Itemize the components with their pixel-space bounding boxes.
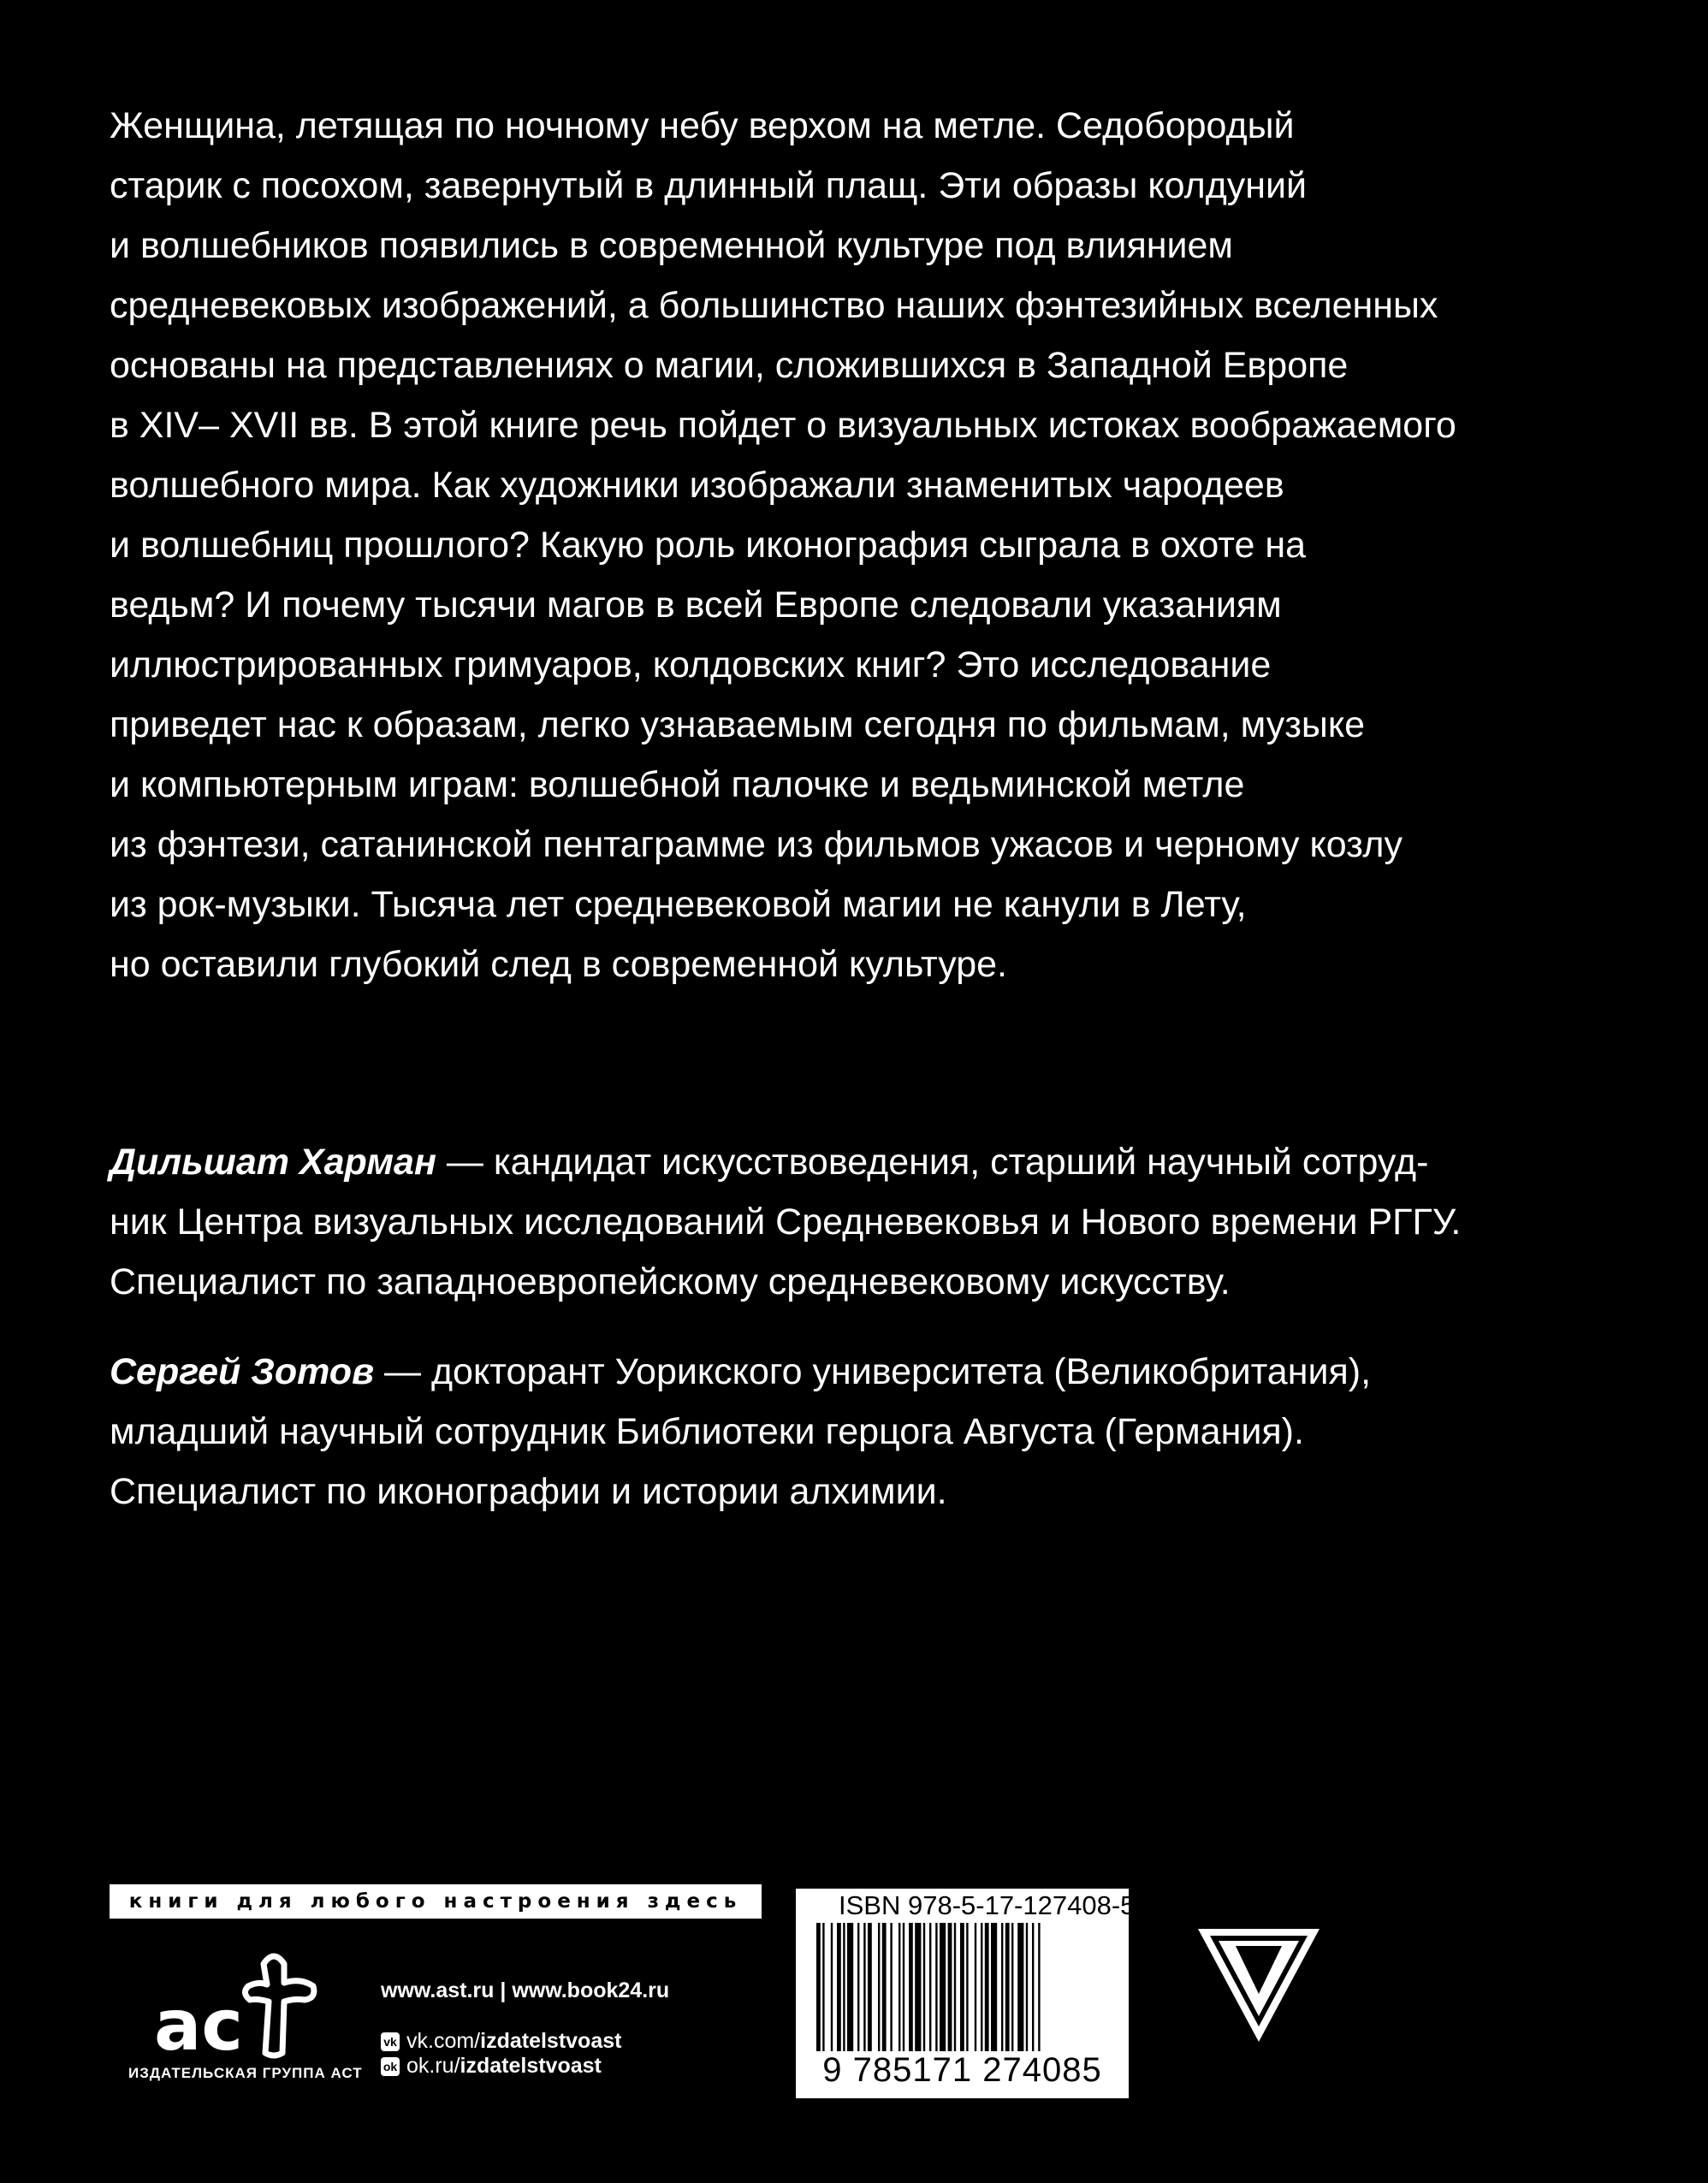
- author-bio-text: — докторант Уорикского университета (Великобритания),: [374, 1351, 1372, 1392]
- barcode-bar: [1005, 1923, 1010, 2051]
- barcode-bar: [837, 1923, 841, 2051]
- barcode-bar: [981, 1923, 982, 2051]
- annotation-line: из рок-музыки. Тысяча лет средневековой магии не канули в Лету,: [110, 884, 1247, 925]
- barcode-bar: [1038, 1923, 1040, 2051]
- author-bio-text: — кандидат искусствоведения, старший научный сотруд-: [436, 1142, 1429, 1183]
- author-bio-zotov: [110, 1342, 1496, 1522]
- barcode-bar: [898, 1923, 900, 2051]
- barcode-bar: [954, 1923, 956, 2051]
- author-name: Сергей Зотов: [110, 1351, 375, 1392]
- annotation-line: и волшебниц прошлого? Какую роль иконография сыграла в охоте на: [110, 525, 1307, 566]
- svg-text:ac: ac: [154, 1985, 243, 2062]
- barcode-bar: [935, 1923, 937, 2051]
- barcode-bar: [915, 1923, 921, 2051]
- barcode-bar: [816, 1923, 821, 2051]
- annotation-line: и компьютерным играм: волшебной палочке и ведьминской метле: [110, 764, 1245, 805]
- publisher-logo: [128, 1947, 363, 2092]
- barcode: [811, 1923, 1113, 2051]
- annotation-line: основаны на представлениях о магии, сложившихся в Западной Европе: [110, 345, 1349, 386]
- ean-digits: 9 785171 274085: [822, 2051, 1102, 2089]
- barcode-bar: [857, 1923, 859, 2051]
- vk-handle: izdatelstvoast: [480, 2029, 622, 2053]
- publisher-tagline: книги для любого настроения здесь: [110, 1884, 762, 1919]
- barcode-bar: [1001, 1923, 1003, 2051]
- barcode-bar: [985, 1923, 989, 2051]
- barcode-bar: [940, 1923, 946, 2051]
- annotation-line: из фэнтези, сатанинской пентаграмме из фильмов ужасов и черному козлу: [110, 824, 1403, 865]
- barcode-bar: [882, 1923, 887, 2051]
- barcode-bar: [822, 1923, 824, 2051]
- barcode-bar: [909, 1923, 913, 2051]
- barcode-bar: [1017, 1923, 1023, 2051]
- publisher-links: [381, 1978, 669, 2079]
- barcode-bar: [843, 1923, 845, 2051]
- isbn-number: ISBN 978-5-17-127408-5: [839, 1890, 1136, 1920]
- barcode-bar: [890, 1923, 892, 2051]
- vk-icon: vk: [381, 2032, 400, 2051]
- author-bio-line: младший научный сотрудник Библиотеки герцога Августа (Германия).: [110, 1411, 1304, 1452]
- barcode-bar: [863, 1923, 865, 2051]
- barcode-bar: [868, 1923, 872, 2051]
- barcode-bar: [1032, 1923, 1034, 2051]
- annotation-line: средневековых изображений, а большинство наших фэнтезийных вселенных: [110, 285, 1438, 326]
- ok-link[interactable]: [381, 2054, 669, 2079]
- author-name: Дильшат Харман: [110, 1142, 436, 1183]
- vk-link[interactable]: [381, 2029, 669, 2054]
- author-bio-line: Специалист по западноевропейскому средневековому искусству.: [110, 1261, 1231, 1302]
- barcode-bar: [847, 1923, 853, 2051]
- annotation-line: иллюстрированных гримуаров, колдовских книг? Это исследование: [110, 644, 1272, 685]
- barcode-bar: [923, 1923, 925, 2051]
- barcode-bar: [878, 1923, 880, 2051]
- ok-prefix: ok.ru/: [406, 2054, 460, 2078]
- annotation-line: но оставили глубокий след в современной культуре.: [110, 944, 1007, 985]
- barcode-bar: [831, 1923, 833, 2051]
- barcode-bar: [966, 1923, 968, 2051]
- author-bio-line: ник Центра визуальных исследований Средневековья и Нового времени РГГУ.: [110, 1201, 1462, 1243]
- barcode-bar: [903, 1923, 904, 2051]
- barcode-bar: [991, 1923, 997, 2051]
- v-triangle-icon: [1195, 1925, 1323, 2045]
- author-bio-line: Специалист по иконографии и истории алхимии.: [110, 1471, 947, 1512]
- annotation-line: приведет нас к образам, легко узнаваемым сегодня по фильмам, музыке: [110, 704, 1366, 745]
- vk-prefix: vk.com/: [406, 2029, 481, 2053]
- annotation-line: в XIV– XVII вв. В этой книге речь пойдет о визуальных истоках воображаемого: [110, 405, 1456, 446]
- barcode-bar: [929, 1923, 931, 2051]
- barcode-bar: [1011, 1923, 1013, 2051]
- author-bio-harman: [110, 1132, 1496, 1312]
- annotation-line: и волшебников появились в современной культуре под влиянием: [110, 225, 1233, 266]
- ok-handle: izdatelstvoast: [460, 2054, 602, 2078]
- annotation-line: ведьм? И почему тысячи магов в всей Европе следовали указаниям: [110, 584, 1282, 626]
- isbn-barcode-block: [796, 1889, 1136, 2098]
- barcode-bar: [1026, 1923, 1028, 2051]
- publisher-caption: ИЗДАТЕЛЬСКАЯ ГРУППА АСТ: [128, 2065, 363, 2081]
- barcode-bar: [975, 1923, 976, 2051]
- annotation-line: Женщина, летящая по ночному небу верхом на метле. Седобородый: [110, 105, 1295, 146]
- websites-link[interactable]: www.ast.ru | www.book24.ru: [381, 1978, 670, 2002]
- annotation-text: [110, 96, 1479, 994]
- ok-icon: ok: [381, 2057, 400, 2076]
- barcode-bar: [948, 1923, 952, 2051]
- ast-logo-icon: [154, 1947, 325, 2062]
- annotation-line: старик с посохом, завернутый в длинный плащ. Эти образы колдуний: [110, 165, 1308, 206]
- barcode-bar: [960, 1923, 964, 2051]
- annotation-line: волшебного мира. Как художники изображали знаменитых чародеев: [110, 465, 1284, 506]
